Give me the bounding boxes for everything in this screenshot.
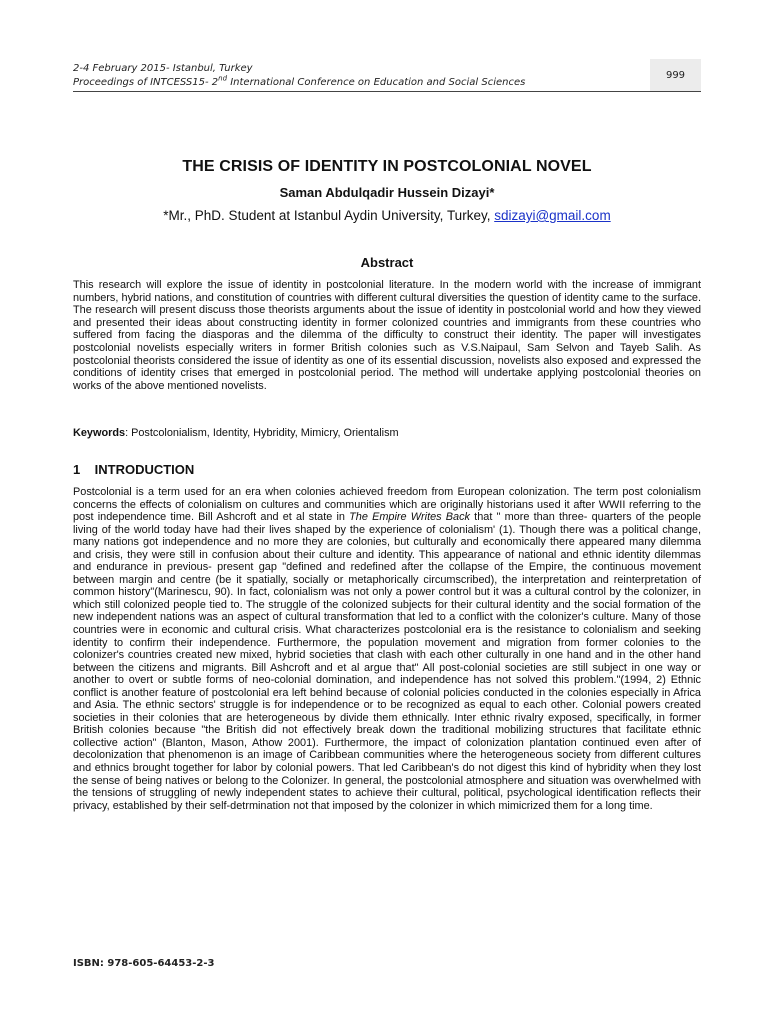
section-title: INTRODUCTION [94, 462, 195, 477]
section-number: 1 [73, 462, 81, 477]
author-email-link[interactable]: sdizayi@gmail.com [494, 208, 611, 223]
author-affiliation [73, 208, 701, 223]
header-date-location: 2-4 February 2015- Istanbul, Turkey [73, 63, 253, 74]
book-title: The Empire Writes Back [349, 511, 470, 524]
keywords-label: Keywords [73, 427, 126, 439]
header-proceedings-pre: Proceedings of INTCESS15- 2 [73, 77, 219, 88]
paper-title: THE CRISIS OF IDENTITY IN POSTCOLONIAL NOVEL [182, 158, 592, 175]
section-heading [73, 462, 701, 477]
keywords-list: : Postcolonialism, Identity, Hybridity, Mimicry, Orientalism [125, 427, 399, 439]
introduction-part2: that " more than three- quarters of the people living of the world today have had their lives shaped by the experience of colonialism' (1). Though there was a political change, many nations got independence and no more they are colonies, but culturally and economically there appeared many dilemma and crisis, they were still in confusion about their culture and identity. This appearance of national and ethnic identity dilemmas and endurance in previous- present gap "defined and redefined after the collapse of the Empire, the continuous movement between margin and centre (be it spatially, socially or metaphorically circumscribed), the interpretation and reinterpretation of common history"(Marinescu, 90). In fact, colonialism was not only a power control but it was a cultural control by the colonizer, in which still colonized people tied to. The struggle of the colonized subjects for their cultural identity and the social formation of the new independent nations was an aspect of cultural transformation that led to a conflict with the colonizer's culture. Many of those countries were in economic and cultural crisis. What characterizes postcolonial era is the resistance to colonialism and seeking identity to confirm their independence. Furthermore, the population movement and migration from former colonies to the colonizer's countries created new mixed, hybrid societies that clash with each other culturally in one hand and in the other hand between the citizens and migrants. Bill Ashcroft and et al argue that" All post-colonial societies are still subject in one way or another to overt or subtle forms of neo-colonial domination, and independence has not solved this problem."(1994, 2) Ethnic conflict is another feature of postcolonial era left behind because of colonial policies conducted in the colonies especially in Africa and Asia. The ethnic sectors' struggle is for independence or to be recognized as equal to each other. Colonial powers created societies in their colonies that are heterogeneous by divide them ethnically. Inter ethnic rivalry exposed, specifically, in former British colonies because "the British did not effectively break down the traditional mobilizing structures that facilitate ethnic collective action" (Blanton, Mason, Athow 2001). Furthermore, the impact of colonization plantation continued even after of decolonization that phenomenon is an image of Caribbean communities where the heterogeneous society from different cultures and ethnics brought together for labor by colonial powers. That led Caribbean's do not digest this kind of hybridity when they lost the sense of being natives or belong to the Colonizer. In general, the postcolonial atmosphere and situation was overwhelmed with the tensions of struggling of newly independent states to achieve their cultural, political, psychological identification reflects their privacy, established by their self-detrmination not that imposed by the colonizer in which mimicrized them for a long time. [73, 511, 701, 812]
header-ordinal-suffix: nd [218, 74, 228, 83]
abstract-heading: Abstract [360, 255, 414, 270]
header-rule [73, 91, 701, 92]
page-number: 999 [650, 59, 701, 92]
introduction-part1: Postcolonial is a term used for an era when colonies achieved freedom from European colonization. The term post colonialism concerns the effects of colonialism on cultures and communities which are originally historians used it after WWII referring to the post independence time. Bill Ashcroft and et al state in [73, 486, 701, 524]
isbn-footer: ISBN: 978-605-64453-2-3 [73, 958, 215, 969]
affiliation-text: *Mr., PhD. Student at Istanbul Aydin University, Turkey, [163, 208, 495, 223]
header-proceedings-post: International Conference on Education and Social Sciences [227, 77, 526, 88]
keywords [73, 427, 701, 440]
introduction-text [73, 486, 701, 812]
header-proceedings [73, 76, 653, 90]
running-header [73, 62, 653, 90]
abstract-text: This research will explore the issue of identity in postcolonial literature. In the modern world with the increase of immigrant numbers, hybrid nations, and constitution of countries with different cultural diversities the question of identity came to the surface. The research will present discuss those theorists arguments about the issue of identity in postcolonial world and how they viewed and presented their ideas about constructing identity in former colonized countries and immigrants from these countries who suffered from facing the diasporas and the dilemma of the difficulty to construct their identity. The paper will investigates postcolonial novelists especially writers in former British colonies such as V.S.Naipaul, Sam Selvon and Tayeb Salih. As postcolonial theorists considered the issue of identity as one of its essential discussion, novelists also exposed and expressed the conditions of identity crises that emerged in postcolonial period. The method will undertake applying postcolonial theories on works of the above mentioned novelists. [73, 279, 701, 392]
author-name: Saman Abdulqadir Hussein Dizayi* [279, 185, 495, 200]
